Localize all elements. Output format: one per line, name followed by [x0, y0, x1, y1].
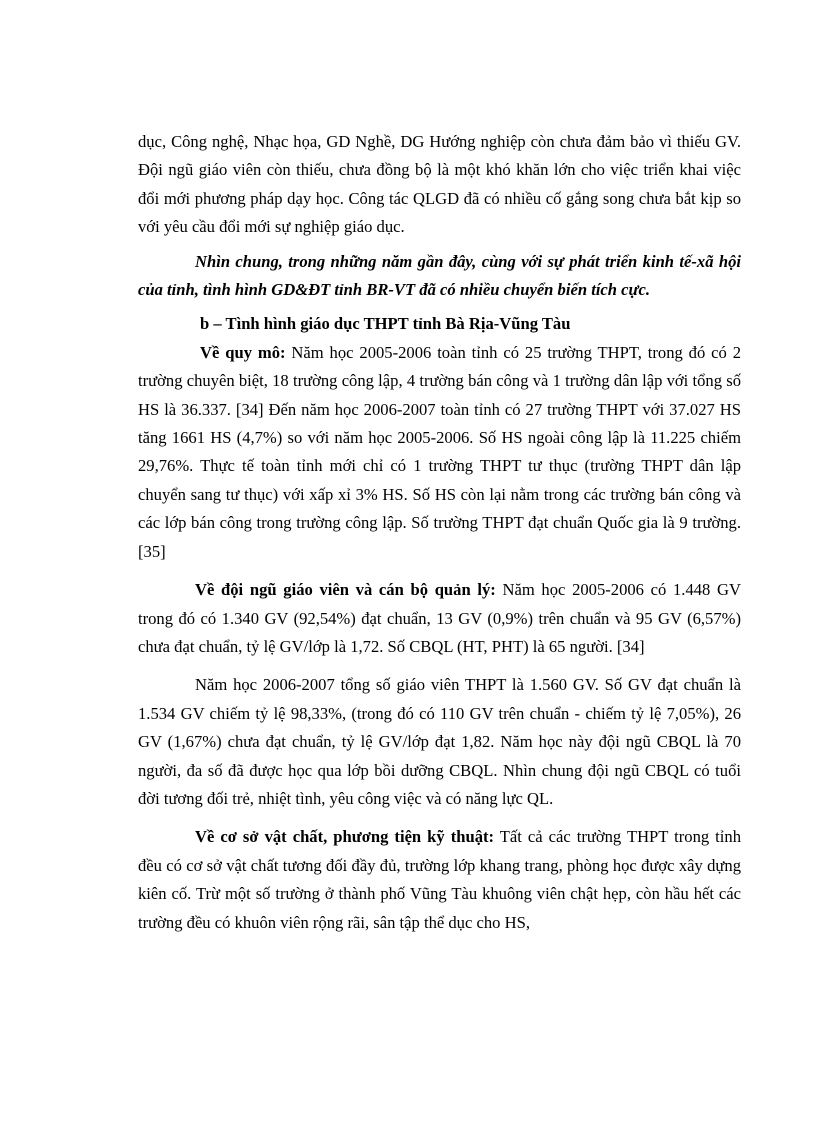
paragraph-staff: [138, 576, 741, 661]
body-text: [138, 128, 741, 937]
staff-label: Về đội ngũ giáo viên và cán bộ quản lý:: [195, 580, 496, 600]
paragraph-summary: Nhìn chung, trong những năm gần đây, cùng với sự phát triển kinh tế-xã hội của tỉnh, tình hình GD&ĐT tỉnh BR-VT đã có nhiều chuyển biến tích cực.: [138, 251, 741, 300]
paragraph-facilities: [138, 823, 741, 937]
facility-text: Tất cả các trường THPT trong tỉnh đều có cơ sở vật chất tương đối đầy đủ, trường lớp khang trang, phòng học được xây dựng kiên cố. Trừ một số trường ở thành phố Vũng Tàu khuông viên chật hẹp, còn hầu hết các trường đều có khuôn viên rộng rãi, sân tập thể dục cho HS,: [138, 827, 741, 932]
paragraph-2006-2007: Năm học 2006-2007 tổng số giáo viên THPT là 1.560 GV. Số GV đạt chuẩn là 1.534 GV chiếm tỷ lệ 98,33%, (trong đó có 110 GV trên chuẩn - chiếm tỷ lệ 7,05%), 26 GV (1,67%) chưa đạt chuẩn, tỷ lệ GV/lớp đạt 1,82. Năm học này đội ngũ CBQL là 70 người, đa số đã được học qua lớp bồi dưỡng CBQL. Nhìn chung đội ngũ CBQL có tuổi đời tương đối trẻ, nhiệt tình, yêu công việc và có năng lực QL.: [138, 675, 741, 808]
section-heading-b-text: b – Tình hình giáo dục THPT tỉnh Bà Rịa-Vũng Tàu: [200, 314, 571, 334]
staff-text: Năm học 2005-2006 có 1.448 GV trong đó có 1.340 GV (92,54%) đạt chuẩn, 13 GV (0,9%) trên chuẩn và 95 GV (6,57%) chưa đạt chuẩn, tỷ lệ GV/lớp là 1,72. Số CBQL (HT, PHT) là 65 người. [34]: [138, 580, 741, 656]
scale-text: Năm học 2005-2006 toàn tỉnh có 25 trường THPT, trong đó có 2 trường chuyên biệt, 18 trường công lập, 4 trường bán công và 1 trường dân lập với tổng số HS là 36.337. [34] Đến năm học 2006-2007 toàn tỉnh có 27 trường THPT với 37.027 HS tăng 1661 HS (4,7%) so với năm học 2005-2006. Số HS ngoài công lập là 11.225 chiếm 29,76%. Thực tế toàn tỉnh mới chỉ có 1 trường THPT tư thục (trường THPT dân lập chuyển sang tư thục) với xấp xỉ 3% HS. Số HS còn lại nằm trong các trường bán công và các lớp bán công trong trường công lập. Số trường THPT đạt chuẩn Quốc gia là 9 trường. [35]: [138, 342, 741, 561]
paragraph-teacher-shortage: dục, Công nghệ, Nhạc họa, GD Nghề, DG Hướng nghiệp còn chưa đảm bảo vì thiếu GV. Đội ngũ giáo viên còn thiếu, chưa đồng bộ là một khó khăn lớn cho việc triển khai việc đổi mới phương pháp dạy học. Công tác QLGD đã có nhiều cố gắng song chưa bắt kịp so với yêu cầu đổi mới sự nghiệp giáo dục.: [138, 132, 741, 237]
facility-label: Về cơ sở vật chất, phương tiện kỹ thuật:: [195, 827, 495, 847]
paragraph-scale: [138, 339, 741, 566]
scale-label: Về quy mô:: [200, 342, 286, 362]
section-heading-b: [138, 310, 741, 338]
